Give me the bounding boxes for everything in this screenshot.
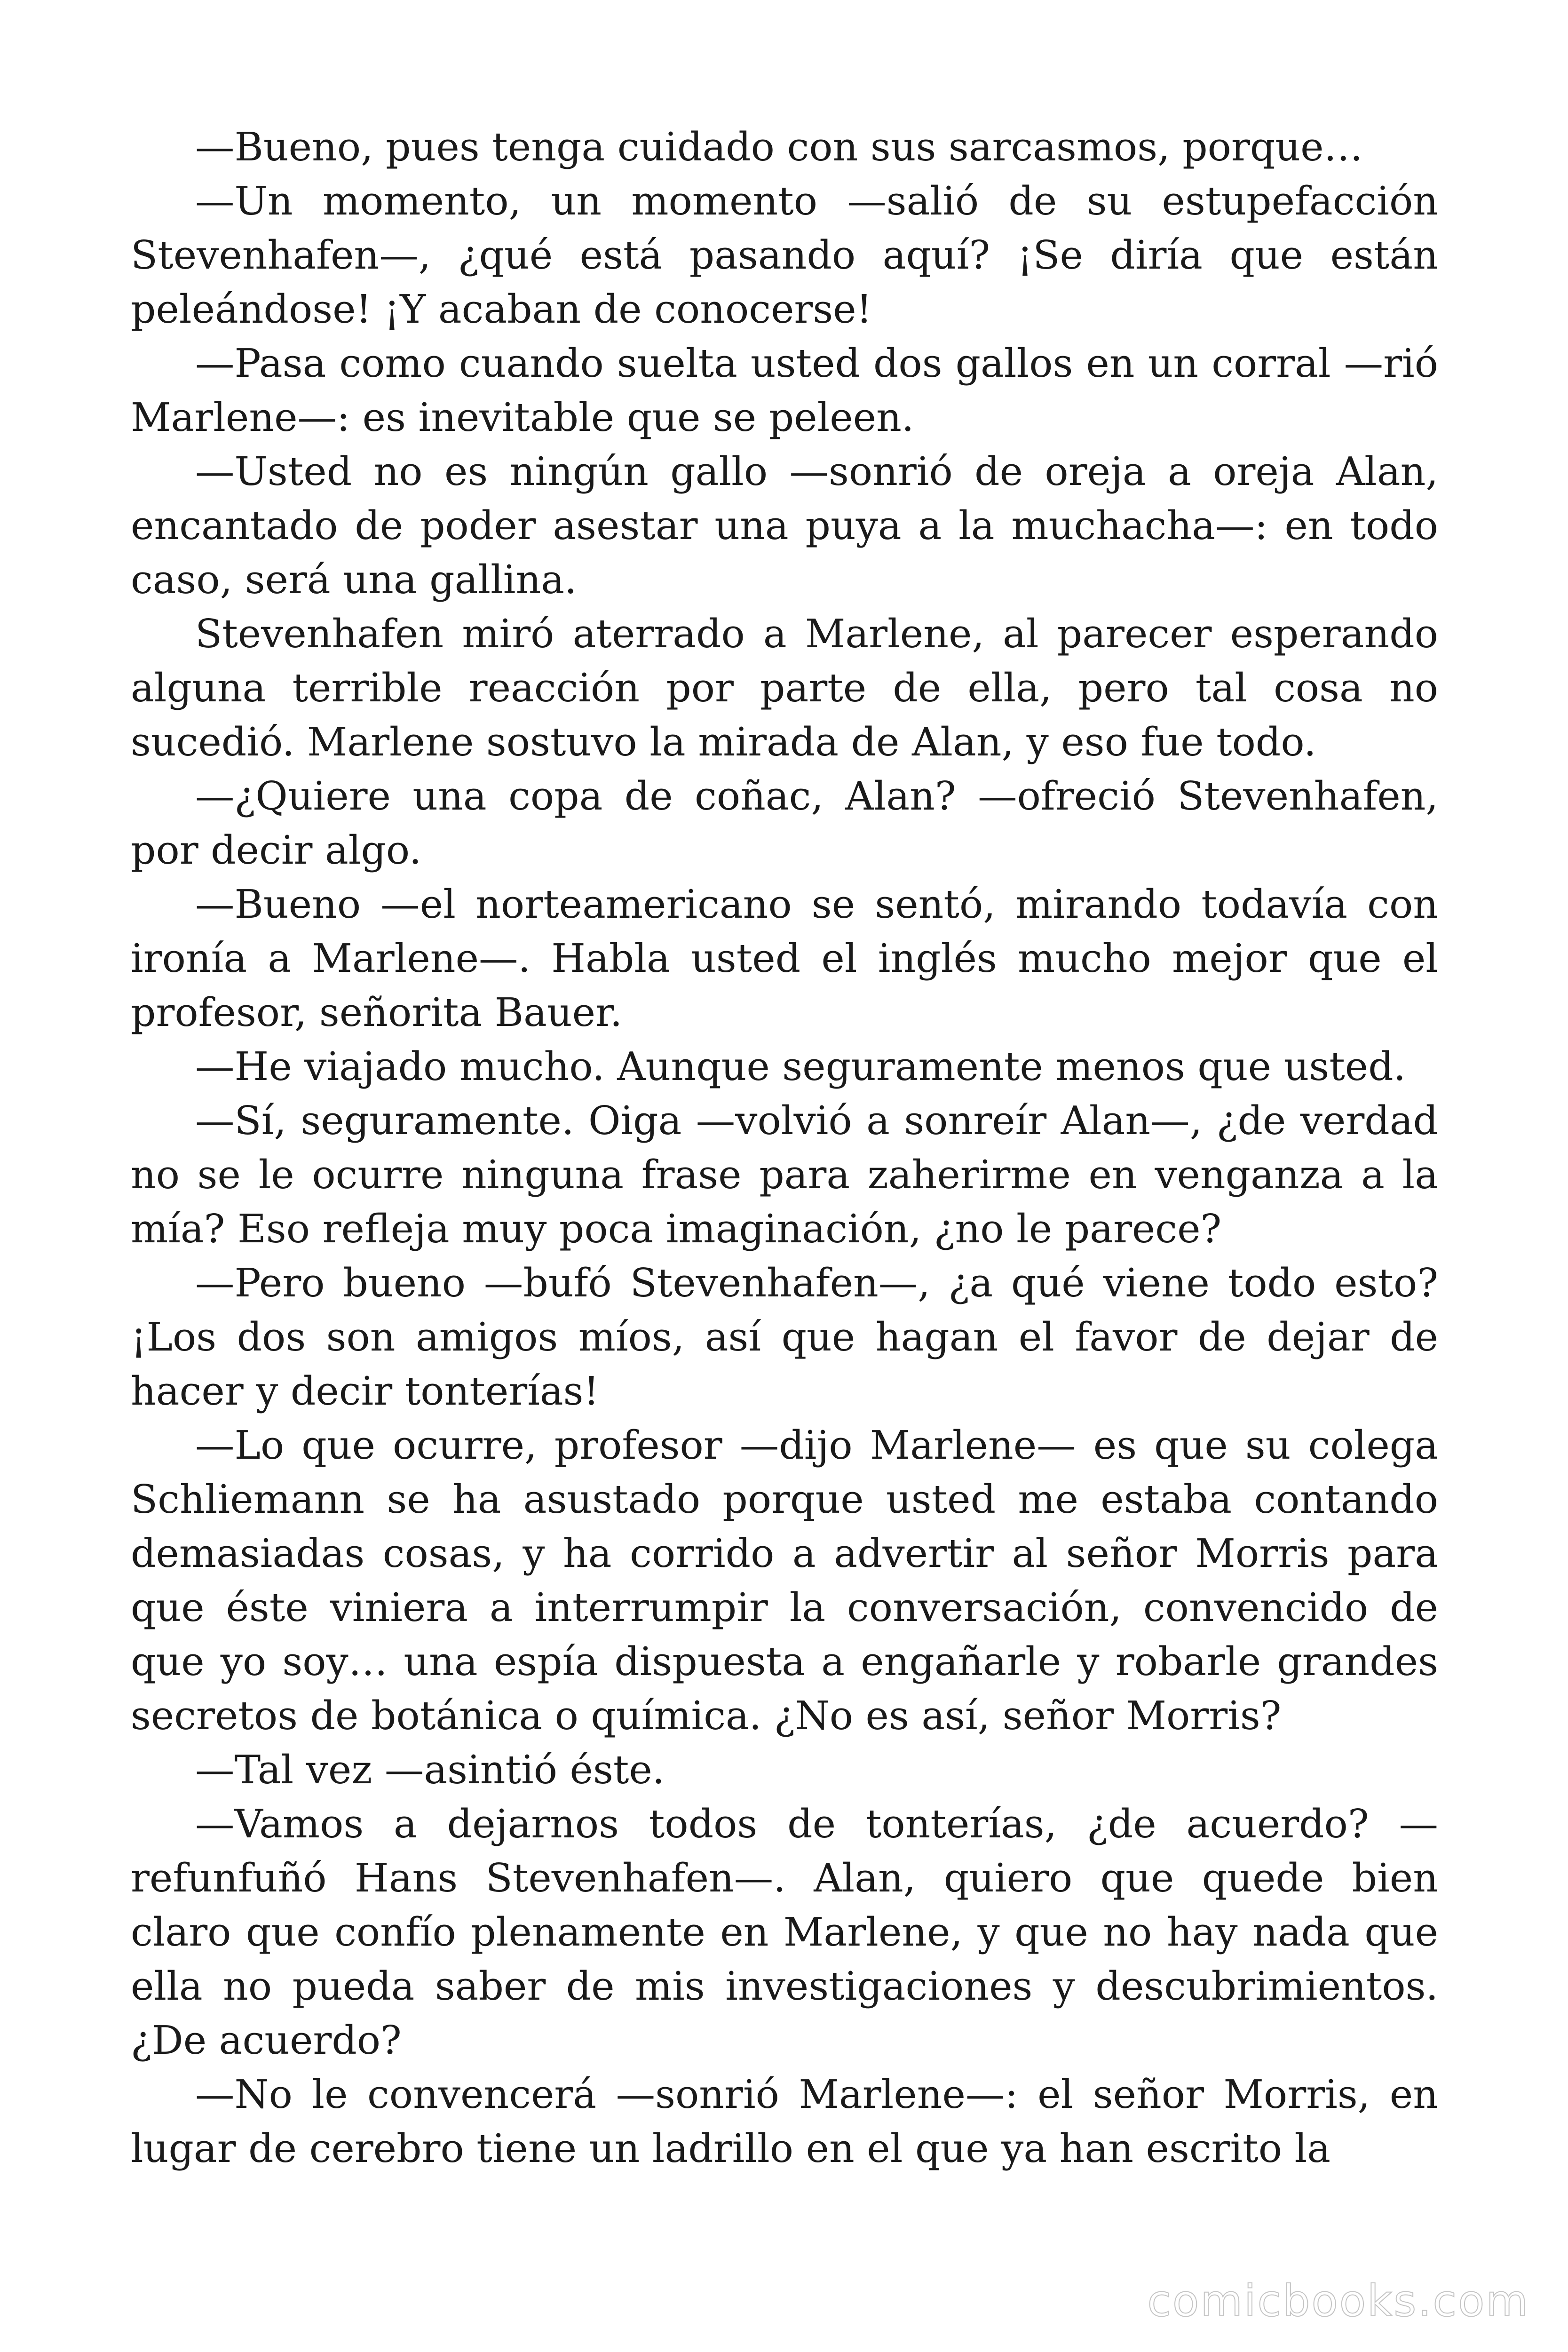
paragraph: —Bueno —el norteamericano se sentó, mirando todavía con ironía a Marlene—. Habla usted el inglés mucho mejor que el profesor, señorita Bauer. — [131, 881, 1438, 1035]
paragraph: —¿Quiere una copa de coñac, Alan? —ofreció Stevenhafen, por decir algo. — [131, 773, 1438, 873]
paragraph: —No le convencerá —sonrió Marlene—: el señor Morris, en lugar de cerebro tiene un ladrillo en el que ya han escrito la — [131, 2071, 1438, 2171]
paragraph: —Vamos a dejarnos todos de tonterías, ¿de acuerdo? —refunfuñó Hans Stevenhafen—. Alan, quiero que quede bien claro que confío plenamente en Marlene, y que no hay nada que ella no pueda saber de mis investigaciones y descubrimientos. ¿De acuerdo? — [131, 1801, 1438, 2063]
paragraph: —Pero bueno —bufó Stevenhafen—, ¿a qué viene todo esto? ¡Los dos son amigos míos, así que hagan el favor de dejar de hacer y decir tonterías! — [131, 1260, 1438, 1414]
watermark: comicbooks.com — [1147, 2276, 1529, 2326]
paragraph: —Usted no es ningún gallo —sonrió de oreja a oreja Alan, encantado de poder asestar una puya a la muchacha—: en todo caso, será una gallina. — [131, 448, 1438, 603]
paragraph: —Bueno, pues tenga cuidado con sus sarcasmos, porque… — [195, 124, 1363, 170]
paragraph: —Lo que ocurre, profesor —dijo Marlene— es que su colega Schliemann se ha asustado porque usted me estaba contando demasiadas cosas, y ha corrido a advertir al señor Morris para que éste viniera a interrumpir la conversación, convencido de que yo soy… una espía dispuesta a engañarle y robarle grandes secretos de botánica o química. ¿No es así, señor Morris? — [131, 1422, 1438, 1739]
paragraph: —Un momento, un momento —salió de su estupefacción Stevenhafen—, ¿qué está pasando aquí? ¡Se diría que están peleándose! ¡Y acaban de conocerse! — [131, 178, 1438, 332]
paragraph: —He viajado mucho. Aunque seguramente menos que usted. — [195, 1043, 1406, 1089]
paragraph: —Tal vez —asintió éste. — [195, 1747, 665, 1793]
paragraph: Stevenhafen miró aterrado a Marlene, al parecer esperando alguna terrible reacción por parte de ella, pero tal cosa no sucedió. Marlene sostuvo la mirada de Alan, y eso fue todo. — [131, 611, 1438, 765]
paragraph: —Pasa como cuando suelta usted dos gallos en un corral —rió Marlene—: es inevitable que se peleen. — [131, 340, 1438, 440]
paragraph: —Sí, seguramente. Oiga —volvió a sonreír Alan—, ¿de verdad no se le ocurre ninguna frase para zaherirme en venganza a la mía? Eso refleja muy poca imaginación, ¿no le parece? — [131, 1097, 1438, 1252]
body-text — [131, 120, 1438, 2176]
